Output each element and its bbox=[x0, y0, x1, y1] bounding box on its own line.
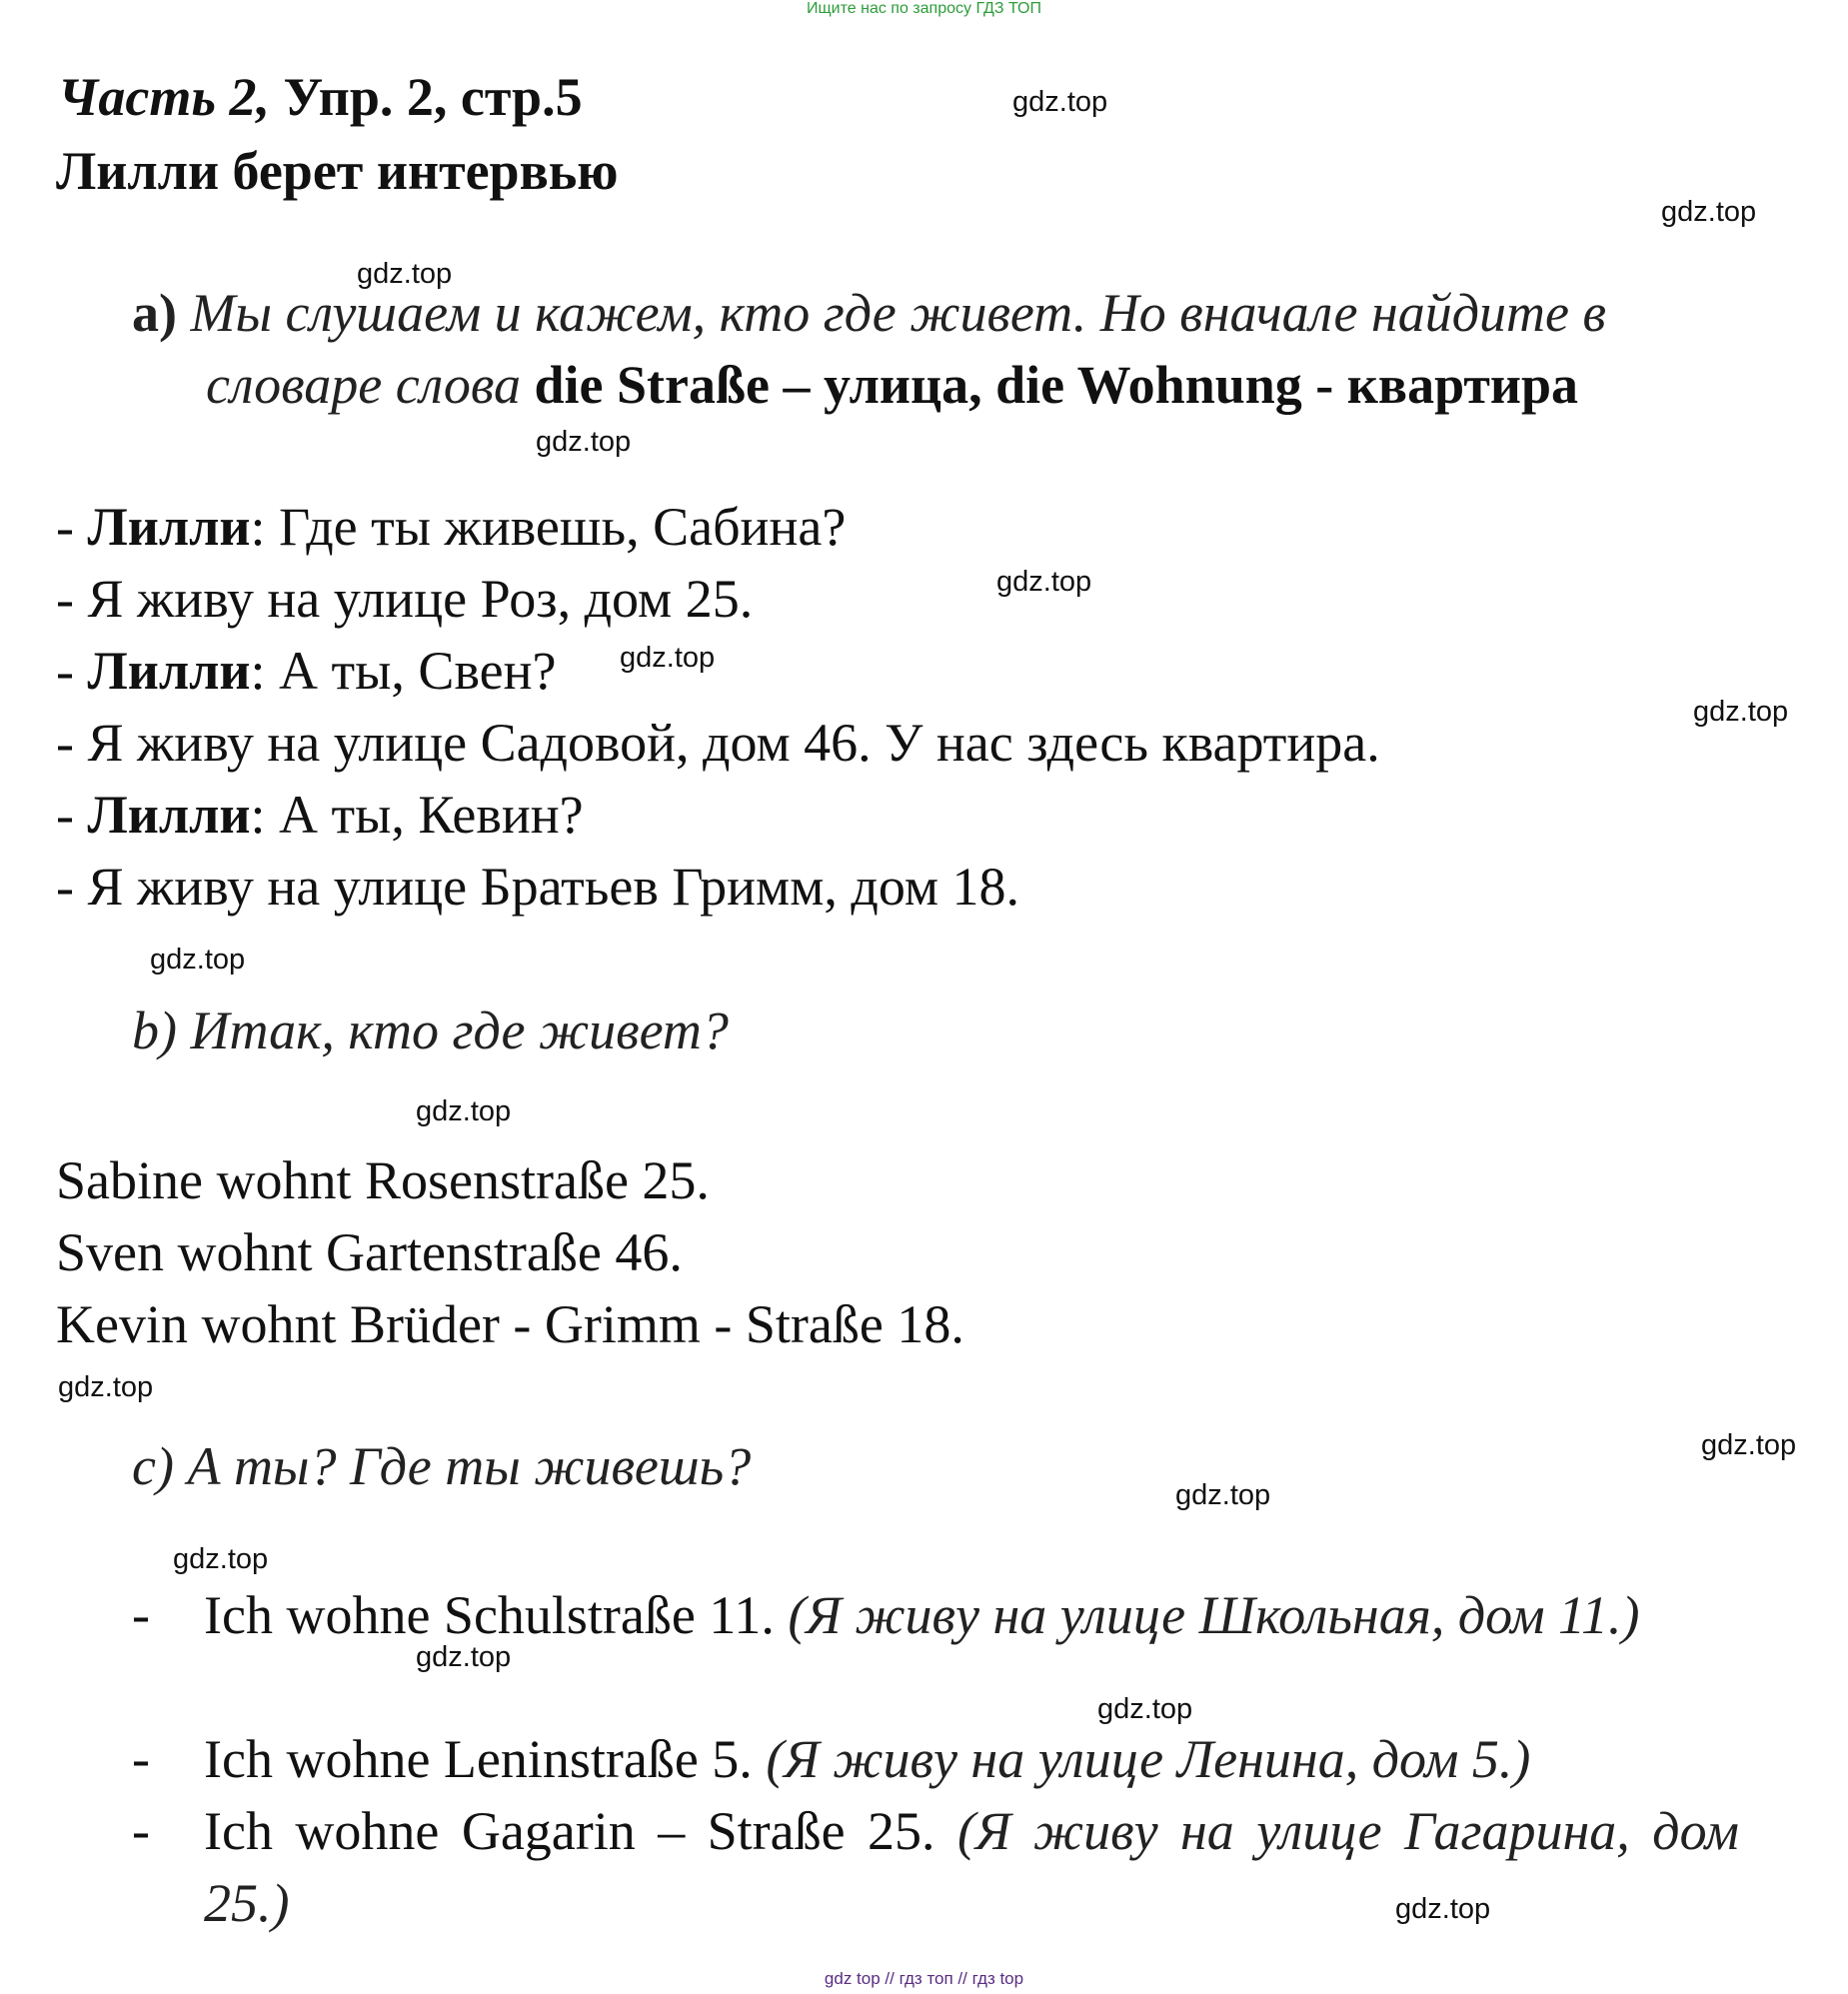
task-b-text: Итак, кто где живет? bbox=[190, 1000, 729, 1060]
watermark: gdz.top bbox=[620, 642, 716, 674]
dash: - bbox=[56, 569, 88, 629]
task-a-line2 bbox=[206, 354, 1578, 416]
page-title bbox=[58, 66, 583, 128]
speaker: Лилли bbox=[87, 641, 251, 701]
dash: - bbox=[56, 713, 88, 773]
dialogue-text: : А ты, Свен? bbox=[250, 641, 557, 701]
bottom-banner: gdz top // гдз топ // гдз top bbox=[824, 1969, 1024, 1988]
dialogue-text: : А ты, Кевин? bbox=[250, 785, 584, 845]
watermark: gdz.top bbox=[416, 1641, 512, 1673]
task-a-italic: словаре слова bbox=[206, 355, 535, 415]
watermark: gdz.top bbox=[1661, 196, 1757, 228]
answer-c-dash: - bbox=[132, 1800, 150, 1860]
dash: - bbox=[56, 641, 88, 701]
dash: - bbox=[56, 857, 88, 917]
dialogue-line bbox=[56, 568, 753, 630]
task-a-vocab: die Straße – улица, die Wohnung - квартира bbox=[534, 355, 1579, 415]
dialogue-text: Я живу на улице Роз, дом 25. bbox=[87, 569, 754, 629]
answer-c-translation: (Я живу на улице Гагарина, дом 25.) bbox=[204, 1801, 1739, 1933]
dialogue-line bbox=[56, 640, 556, 702]
dialogue-line bbox=[56, 856, 1019, 918]
answer-c-item bbox=[204, 1723, 1739, 1795]
watermark: gdz.top bbox=[1097, 1693, 1193, 1725]
task-c-marker: c) bbox=[132, 1436, 174, 1496]
watermark: gdz.top bbox=[416, 1095, 512, 1127]
dialogue-line bbox=[56, 712, 1380, 774]
speaker: Лилли bbox=[87, 497, 251, 557]
task-c bbox=[132, 1435, 751, 1497]
title-exercise: Упр. 2, стр.5 bbox=[270, 67, 583, 127]
dash: - bbox=[56, 785, 88, 845]
watermark: gdz.top bbox=[357, 258, 453, 290]
watermark: gdz.top bbox=[996, 566, 1092, 598]
answer-b-line: Kevin wohnt Brüder - Grimm - Straße 18. bbox=[56, 1294, 964, 1354]
top-banner: Ищите нас по запросу ГДЗ ТОП bbox=[807, 0, 1041, 17]
dash: - bbox=[56, 497, 88, 557]
answer-c-dash: - bbox=[132, 1584, 150, 1644]
answer-c-translation: (Я живу на улице Школьная, дом 11.) bbox=[788, 1585, 1640, 1645]
watermark: gdz.top bbox=[1395, 1893, 1491, 1925]
watermark: gdz.top bbox=[173, 1543, 269, 1575]
answer-b-line: Sabine wohnt Rosenstraße 25. bbox=[56, 1150, 710, 1210]
task-b-marker: b) bbox=[132, 1000, 177, 1060]
answer-c-translation: (Я живу на улице Ленина, дом 5.) bbox=[766, 1729, 1531, 1789]
watermark: gdz.top bbox=[150, 944, 246, 976]
dialogue-text: : Где ты живешь, Сабина? bbox=[250, 497, 847, 557]
page-subtitle: Лилли берет интервью bbox=[56, 141, 619, 201]
task-c-text: А ты? Где ты живешь? bbox=[187, 1436, 752, 1496]
dialogue-text: Я живу на улице Братьев Гримм, дом 18. bbox=[87, 857, 1020, 917]
watermark: gdz.top bbox=[536, 426, 632, 458]
task-a-line1 bbox=[132, 282, 1606, 344]
dialogue-line bbox=[56, 784, 584, 846]
answer-c-dash: - bbox=[132, 1728, 150, 1788]
answer-c-german: Ich wohne Leninstraße 5. bbox=[204, 1729, 767, 1789]
task-a-text: Мы слушаем и кажем, кто где живет. Но вначале найдите в bbox=[190, 283, 1606, 343]
answer-c-german: Ich wohne Schulstraße 11. bbox=[204, 1585, 789, 1645]
answer-b-line: Sven wohnt Gartenstraße 46. bbox=[56, 1222, 683, 1282]
answer-c-german: Ich wohne Gagarin – Straße 25. bbox=[204, 1801, 957, 1861]
watermark: gdz.top bbox=[1693, 696, 1789, 728]
answer-c-item bbox=[204, 1795, 1739, 1939]
speaker: Лилли bbox=[87, 785, 251, 845]
dialogue-line bbox=[56, 496, 846, 558]
watermark: gdz.top bbox=[1701, 1429, 1797, 1461]
task-b bbox=[132, 999, 729, 1061]
watermark: gdz.top bbox=[1012, 86, 1108, 118]
dialogue-text: Я живу на улице Садовой, дом 46. У нас здесь квартира. bbox=[87, 713, 1380, 773]
watermark: gdz.top bbox=[1175, 1479, 1271, 1511]
title-part: Часть 2, bbox=[58, 67, 271, 127]
watermark: gdz.top bbox=[58, 1371, 154, 1403]
task-a-marker: a) bbox=[132, 283, 177, 343]
